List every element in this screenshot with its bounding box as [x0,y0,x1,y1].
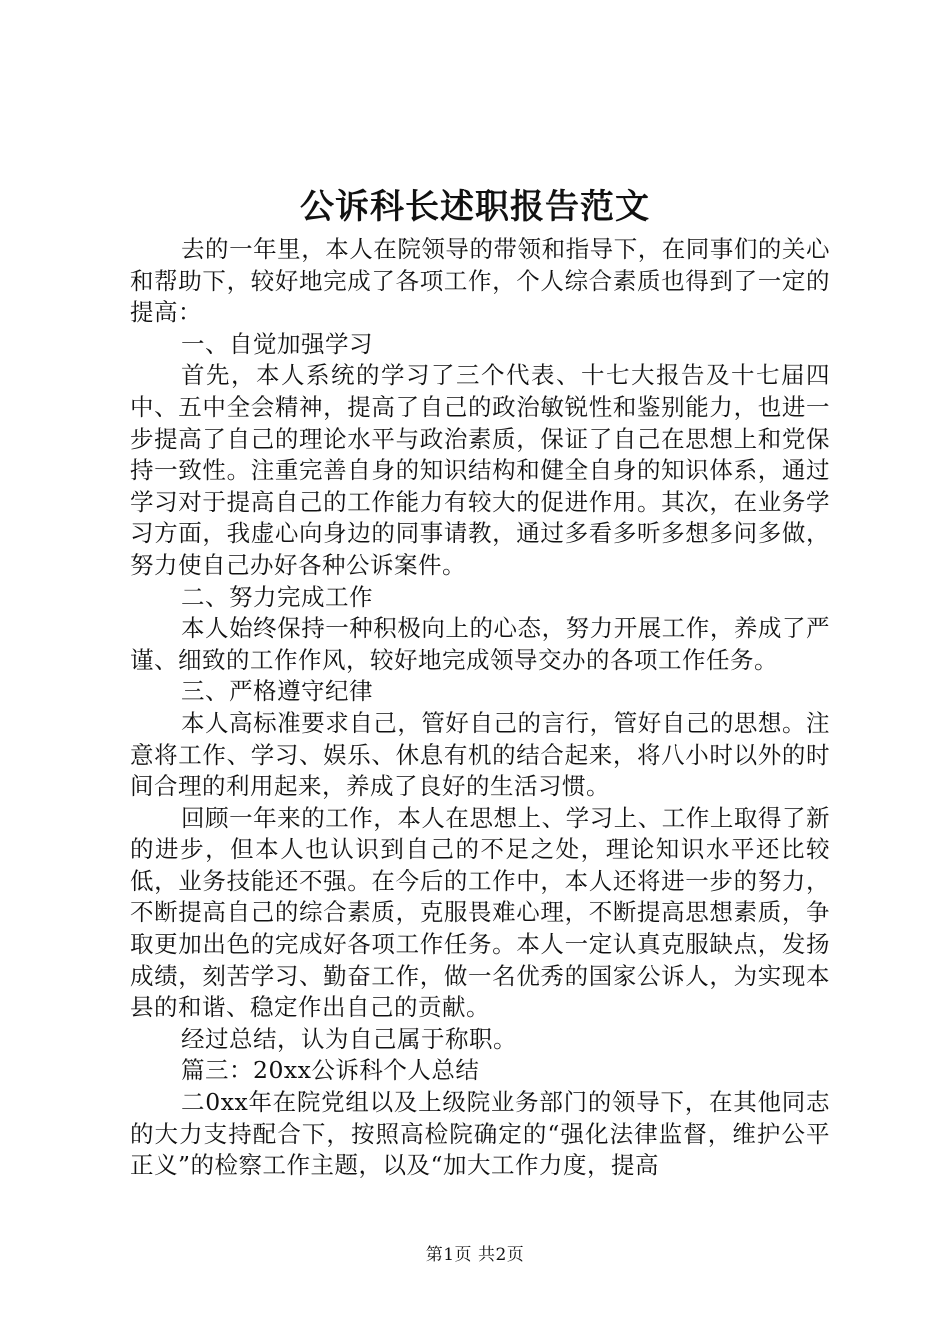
paragraph-part3-intro: 二0xx年在院党组以及上级院业务部门的领导下，在其他同志的大力支持配合下，按照高检院确定的“强化法律监督，维护公平正义”的检察工作主题，以及“加大工作力度，提高 [130,1088,830,1180]
paragraph-work: 本人始终保持一种积极向上的心态，努力开展工作，养成了严谨、细致的工作作风，较好地完成领导交办的各项工作任务。 [130,614,830,674]
section-heading-2: 二、努力完成工作 [181,582,373,611]
paragraph-conclusion: 经过总结，认为自己属于称职。 [181,1024,517,1053]
document-title: 公诉科长述职报告范文 [300,187,650,227]
paragraph-discipline: 本人高标准要求自己，管好自己的言行，管好自己的思想。注意将工作、学习、娱乐、休息有机的结合起来，将八小时以外的时间合理的利用起来，养成了良好的生活习惯。 [130,708,830,801]
section-heading-1: 一、自觉加强学习 [181,329,373,358]
page-footer: 第1页 共2页 [425,1245,525,1265]
document-body [130,234,830,1182]
section-heading-part3: 篇三：20xx公诉科个人总结 [181,1056,480,1085]
paragraph-study: 首先，本人系统的学习了三个代表、十七大报告及十七届四中、五中全会精神，提高了自己的政治敏锐性和鉴别能力，也进一步提高了自己的理论水平与政治素质，保证了自己在思想上和党保持一致性。注重完善自身的知识结构和健全自身的知识体系，通过学习对于提高自己的工作能力有较大的促进作用。其次，在业务学习方面，我虚心向身边的同事请教，通过多看多听多想多问多做，努力使自己办好各种公诉案件。 [130,361,830,579]
paragraph-review: 回顾一年来的工作，本人在思想上、学习上、工作上取得了新的进步，但本人也认识到自己的不足之处，理论知识水平还比较低，业务技能还不强。在今后的工作中，本人还将进一步的努力，不断提高自己的综合素质，克服畏难心理，不断提高思想素质，争取更加出色的完成好各项工作任务。本人一定认真克服缺点，发扬成绩，刻苦学习、勤奋工作，做一名优秀的国家公诉人，为实现本县的和谐、稳定作出自己的贡献。 [130,803,830,1022]
paragraph-intro: 去的一年里，本人在院领导的带领和指导下，在同事们的关心和帮助下，较好地完成了各项工作，个人综合素质也得到了一定的提高： [130,235,830,327]
section-heading-3: 三、严格遵守纪律 [181,677,373,706]
